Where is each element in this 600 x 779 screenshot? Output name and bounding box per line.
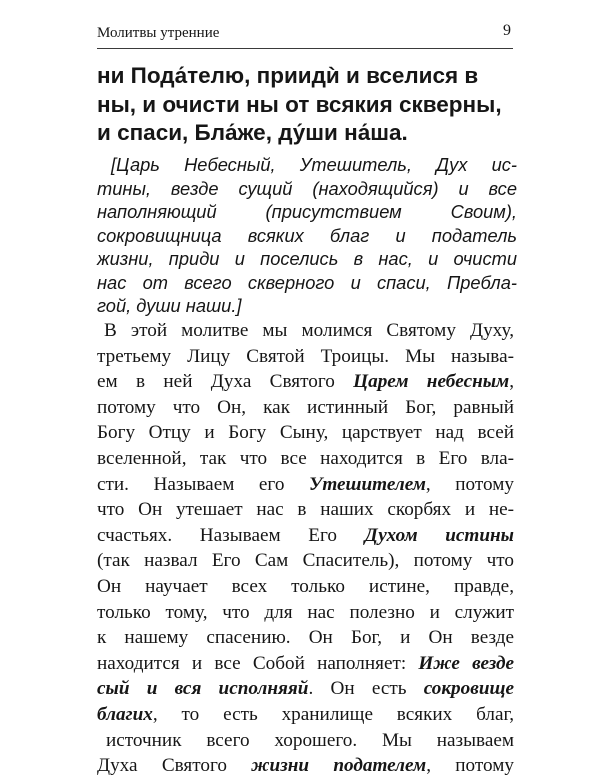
translation-line: гой, души наши.] [97, 295, 242, 316]
commentary-line: ем в ней Духа Святого Царем небесным, [97, 371, 514, 393]
commentary-line: сый и вся исполняяй. Он есть сокровище [97, 678, 514, 700]
commentary-line: сти. Называем его Утешителем, потому [97, 473, 514, 495]
prayer-translation [97, 153, 517, 318]
prayer-line: и спаси, Бла́же, ду́ши на́ша. [97, 120, 408, 145]
emphasis-term: Царем небесным [353, 371, 510, 393]
page-number: 9 [503, 22, 511, 39]
emphasis-term: Иже везде [418, 652, 514, 674]
commentary-line: третьему Лицу Святой Троицы. Мы называ- [97, 345, 514, 367]
emphasis-term: благих [97, 703, 153, 725]
commentary-line: Духа Святого жизни подателем, потому [97, 755, 514, 777]
translation-line: нас от всего скверного и спаси, Пребла- [97, 271, 517, 293]
emphasis-term: жизни подателем [251, 755, 427, 777]
commentary-line: Он научает всех только истине, правде, [97, 575, 514, 597]
commentary-line: потому что Он, как истинный Бог, равный [97, 396, 514, 418]
commentary-line: счастьях. Называем Его Духом истины [97, 524, 514, 546]
translation-line: сокровищница всяких благ и податель [97, 224, 517, 246]
prayer-line: ны, и очисти ны от всякия скверны, [97, 91, 502, 117]
commentary-line: что Он утешает нас в наших скорбях и не- [97, 499, 514, 521]
commentary-line: источник всего хорошего. Мы называем [106, 729, 514, 751]
emphasis-term: сый и вся исполняяй [97, 678, 309, 700]
emphasis-term: Утешителем [308, 473, 426, 495]
commentary-line: находится и все Собой наполняет: Иже везде [97, 652, 514, 674]
commentary-paragraph [97, 318, 514, 779]
commentary-line: вселенной, так что все находится в Его вла- [97, 447, 514, 469]
emphasis-term: сокровище [423, 678, 514, 700]
commentary-line: Богу Отцу и Богу Сыну, царствует над всей [97, 422, 514, 444]
translation-line: наполняющий (присутствием Своим), [97, 201, 517, 222]
translation-line: [Царь Небесный, Утешитель, Дух ис- [111, 154, 517, 175]
commentary-line: только тому, что для нас полезно и служит [97, 601, 514, 623]
emphasis-term: Духом истины [364, 524, 514, 546]
header-title: Молитвы утренние [97, 25, 220, 41]
commentary-line: к нашему спасению. Он Бог, и Он везде [97, 627, 514, 649]
prayer-line: ни Пода́телю, приидѝ и вселися в [97, 63, 479, 88]
translation-line: тины, везде сущий (находящийся) и все [97, 177, 517, 199]
commentary-line: В этой молитве мы молимся Святому Духу, [104, 320, 514, 341]
commentary-line: благих, то есть хранилище всяких благ, [97, 703, 514, 725]
commentary-line: (так назвал Его Сам Спаситель), потому что [97, 550, 514, 572]
prayer-text [97, 62, 517, 148]
translation-line: жизни, приди и поселись в нас, и очисти [97, 248, 517, 269]
running-header [97, 22, 513, 49]
